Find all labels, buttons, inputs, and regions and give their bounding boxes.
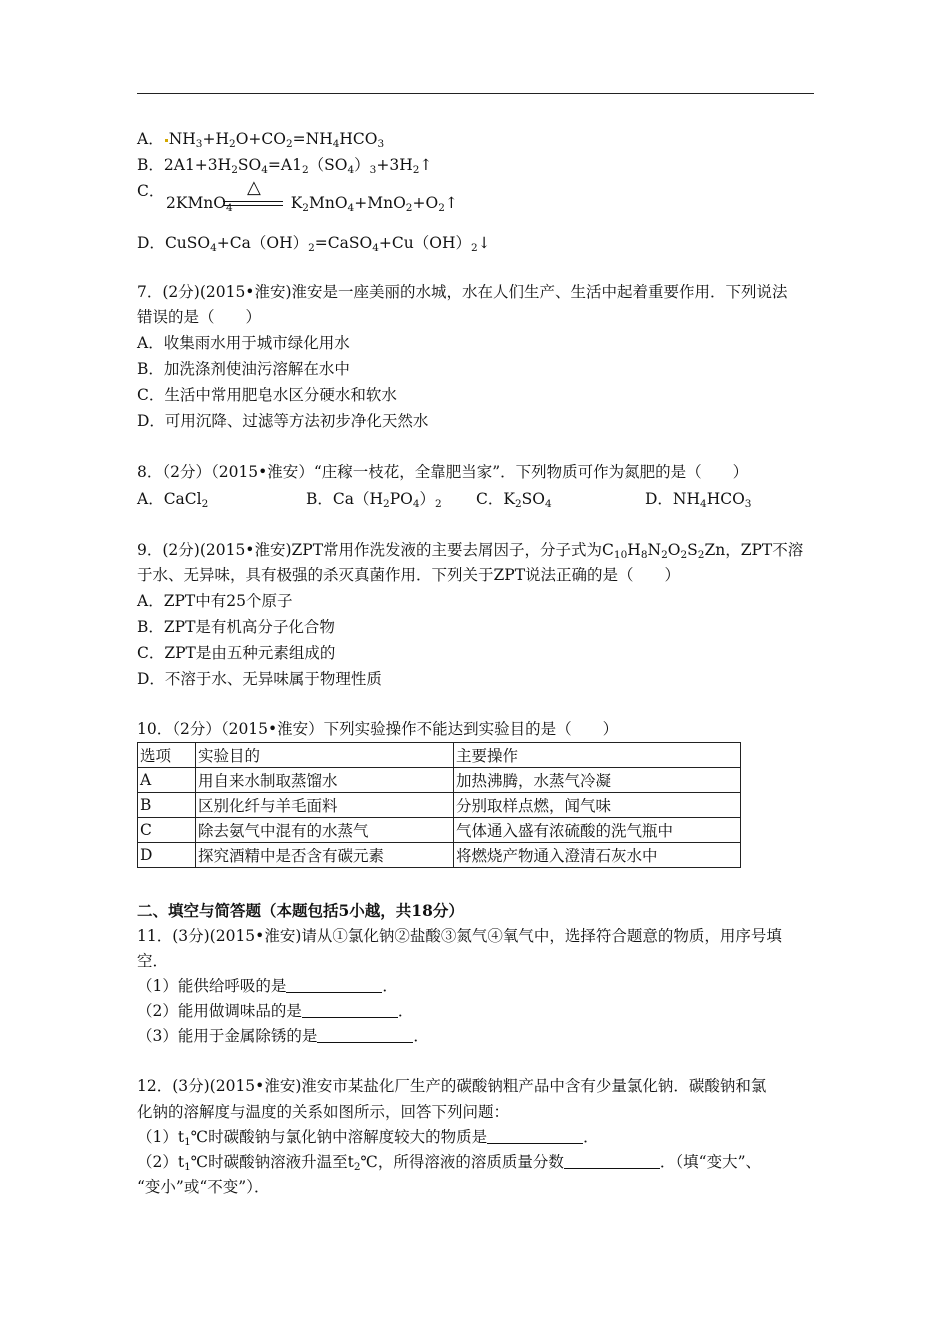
table-cell: 探究酒精中是否含有碳元素 xyxy=(196,843,454,868)
table-header-cell: 实验目的 xyxy=(196,743,454,768)
table-cell: 除去氨气中混有的水蒸气 xyxy=(196,818,454,843)
table-cell: 区别化纤与羊毛面料 xyxy=(196,793,454,818)
table-header-cell: 选项 xyxy=(138,743,196,768)
q9-option-c: C．ZPT是由五种元素组成的 xyxy=(137,644,336,662)
q6-option-c-formula: 2KMnO$_4$ $K_2MnO_4+MnO_2+O_2↑$ xyxy=(166,194,458,214)
q7-option-a: A．收集雨水用于城市绿化用水 xyxy=(137,334,350,352)
q8-option-c: C．$K_2SO_4$ xyxy=(476,490,552,510)
q10-stem: 10．（2分）（2015•淮安）下列实验操作不能达到实验目的是（ ） xyxy=(137,720,619,738)
q12-stem-1: 12．(3分)(2015•淮安)淮安市某盐化厂生产的碳酸钠粗产品中含有少量氯化钠．碳酸钠和氯 xyxy=(137,1077,767,1095)
answer-blank[interactable] xyxy=(286,978,382,993)
table-row xyxy=(138,843,741,868)
q9-option-a: A．ZPT中有25个原子 xyxy=(137,592,293,610)
table-cell: C xyxy=(138,818,196,843)
table-row xyxy=(138,818,741,843)
q8-option-a: A．CaCl$_2$ xyxy=(137,490,209,510)
q9-option-b: B．ZPT是有机高分子化合物 xyxy=(137,618,335,636)
table-header-cell: 主要操作 xyxy=(454,743,741,768)
q12-sub-2: $(2)t_1℃$时碳酸钠溶液升温至$t_2℃$，所得溶液的溶质质量分数 ．（填“变大”、 xyxy=(137,1153,761,1173)
header-rule xyxy=(137,93,814,94)
table-cell: 气体通入盛有浓硫酸的洗气瓶中 xyxy=(454,818,741,843)
q6-option-b: B．$2A1+3H_2SO_4=A1_2(SO_4)_3+3H_2↑$ xyxy=(137,156,433,176)
q8-stem: 8．（2分）（2015•淮安）“庄稼一枝花，全靠肥当家”．下列物质可作为氮肥的是（ ） xyxy=(137,463,749,481)
q7-stem-2: 错误的是（ ） xyxy=(137,308,262,326)
q11-stem-1: 11．(3分)(2015•淮安)请从①氯化钠②盐酸③氮气④氧气中，选择符合题意的物质，用序号填 xyxy=(137,927,782,945)
table-cell: B xyxy=(138,793,196,818)
q12-sub-2-line2: “变小”或“不变”）． xyxy=(137,1178,270,1196)
triangle-icon: △ xyxy=(247,177,261,198)
q11-sub-1: （1）能供给呼吸的是 ． xyxy=(137,977,398,995)
table-cell: 用自来水制取蒸馏水 xyxy=(196,768,454,793)
table-row xyxy=(138,793,741,818)
q6-option-c-label: C． xyxy=(137,182,165,200)
q6-option-d: D．$CuSO_4+Ca(OH)_2=CaSO_4+Cu(OH)_2↓$ xyxy=(137,234,491,254)
table-cell: A xyxy=(138,768,196,793)
q12-sub-1: $(1)t_1℃$时碳酸钠与氯化钠中溶解度较大的物质是 ． xyxy=(137,1128,599,1148)
mark-dot xyxy=(165,139,168,142)
q12-stem-2: 化钠的溶解度与温度的关系如图所示，回答下列问题： xyxy=(137,1103,510,1121)
q7-stem-1: 7．(2分)(2015•淮安)淮安是一座美丽的水城，水在人们生产、生活中起着重要作用．下列说法 xyxy=(137,283,788,301)
answer-blank[interactable] xyxy=(317,1028,413,1043)
q9-stem-2: 于水、无异味，具有极强的杀灭真菌作用．下列关于ZPT说法正确的是（ ） xyxy=(137,566,681,584)
answer-blank[interactable] xyxy=(487,1129,583,1144)
q7-option-c: C．生活中常用肥皂水区分硬水和软水 xyxy=(137,386,397,404)
q9-stem-1: 9．(2分)(2015•淮安)ZPT常用作洗发液的主要去屑因子，分子式为$C_{10}H_8N_2O_2S_2Zn$，ZPT不溶 xyxy=(137,541,804,561)
table-cell: 分别取样点燃，闻气味 xyxy=(454,793,741,818)
answer-blank[interactable] xyxy=(302,1003,398,1018)
table-row xyxy=(138,768,741,793)
q7-option-b: B．加洗涤剂使油污溶解在水中 xyxy=(137,360,350,378)
table-cell: D xyxy=(138,843,196,868)
table-cell: 将燃烧产物通入澄清石灰水中 xyxy=(454,843,741,868)
q7-option-d: D．可用沉降、过滤等方法初步净化天然水 xyxy=(137,412,429,430)
q8-option-d: D．$NH_4HCO_3$ xyxy=(645,490,752,510)
answer-blank[interactable] xyxy=(564,1154,660,1169)
section-heading: 二、填空与简答题（本题包括5小越，共18分） xyxy=(137,901,464,920)
q6-option-a: A． $NH_3+H_2O+CO_2=NH_4HCO_3$ xyxy=(137,130,385,150)
q11-sub-3: （3）能用于金属除锈的是 ． xyxy=(137,1027,429,1045)
q8-option-b: B．$Ca(H_2PO_4)_2$ xyxy=(306,490,442,510)
table-header-row xyxy=(138,743,741,768)
q9-option-d: D．不溶于水、无异味属于物理性质 xyxy=(137,670,382,688)
q11-stem-2: 空． xyxy=(137,952,169,970)
q10-table xyxy=(137,742,741,868)
table-cell: 加热沸腾，水蒸气冷凝 xyxy=(454,768,741,793)
q11-sub-2: （2）能用做调味品的是 ． xyxy=(137,1002,414,1020)
